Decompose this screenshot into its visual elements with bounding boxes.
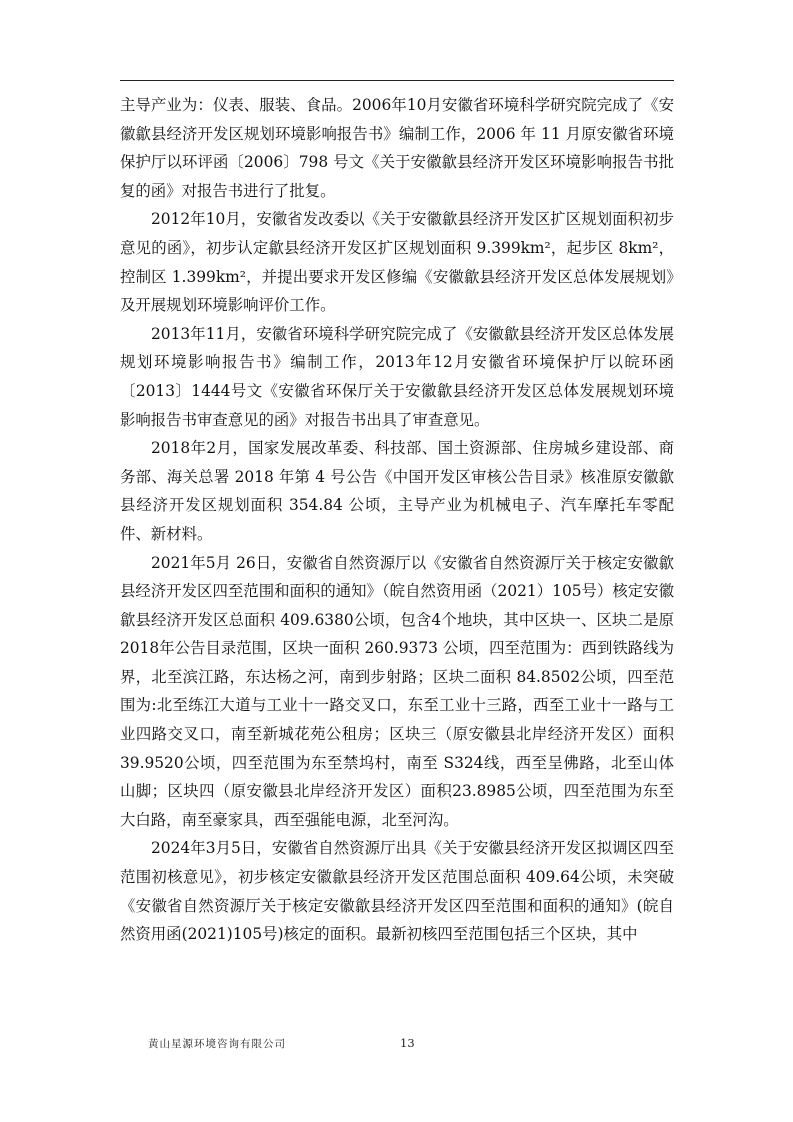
paragraph: 2013年11月，安徽省环境科学研究院完成了《安徽歙县经济开发区总体发展规划环境影响报告书》编制工作，2013年12月安徽省环境保护厅以皖环函〔2013〕1444号文《安徽省环保厅关于安徽歙县经济开发区总体发展规划环境影响报告书审查意见的函》对报告书出具了审查意见。 <box>120 324 674 429</box>
paragraph: 2018年2月，国家发展改革委、科技部、国土资源部、住房城乡建设部、商务部、海关总署 2018 年第 4 号公告《中国开发区审核公告目录》核准原安徽歙县经济开发区规划面积 354.84 公顷，主导产业为机械电子、汽车摩托车零配件、新材料。 <box>120 439 674 543</box>
page-number: 13 <box>400 1036 415 1050</box>
header-rule <box>120 80 674 81</box>
body-text <box>120 91 674 949</box>
paragraph: 2024年3月5日，安徽省自然资源厅出具《关于安徽县经济开发区拟调区四至范围初核意见》，初步核定安徽歙县经济开发区范围总面积 409.64公顷，未突破《安徽省自然资源厅关于核定安徽歙县经济开发区四至范围和面积的通知》(皖自然资用函(2021)105号)核定的面积。最新初核四至范围包括三个区块，其中 <box>120 839 674 944</box>
paragraph: 主导产业为：仪表、服装、食品。2006年10月安徽省环境科学研究院完成了《安徽歙县经济开发区规划环境影响报告书》编制工作，2006 年 11 月原安徽省环境保护厅以环评函〔2006〕798 号文《关于安徽歙县经济开发区环境影响报告书批复的函》对报告书进行了批复。 <box>120 96 674 200</box>
footer-company: 黄山星源环境咨询有限公司 <box>148 1038 286 1050</box>
paragraph: 2021年5月 26日，安徽省自然资源厅以《安徽省自然资源厅关于核定安徽歙县经济开发区四至范围和面积的通知》（皖自然资用函（2021）105号）核定安徽歙县经济开发区总面积 409.6380公顷，包含4个地块，其中区块一、区块二是原2018年公告目录范围，区块一面积 260.9373 公顷，四至范围为：西到铁路线为界，北至滨江路，东达杨之河，南到步射路；区块二面积 84.8502公顷，四至范围为:北至练江大道与工业十一路交叉口，东至工业十三路，西至工业十一路与工业四路交叉口，南至新城花苑公租房；区块三（原安徽县北岸经济开发区）面积 39.9520公顷，四至范围为东至禁坞村，南至 S324线，西至呈佛路，北至山体山脚；区块四（原安徽县北岸经济开发区）面积23.8985公顷，四至范围为东至大白路，南至豪家具，西至强能电源，北至河沟。 <box>120 553 674 829</box>
paragraph: 2012年10月，安徽省发改委以《关于安徽歙县经济开发区扩区规划面积初步意见的函》，初步认定歙县经济开发区扩区规划面积 9.399km²，起步区 8km²，控制区 1.399km²，并提出要求开发区修编《安徽歙县经济开发区总体发展规划》及开展规划环境影响评价工作。 <box>120 210 674 315</box>
